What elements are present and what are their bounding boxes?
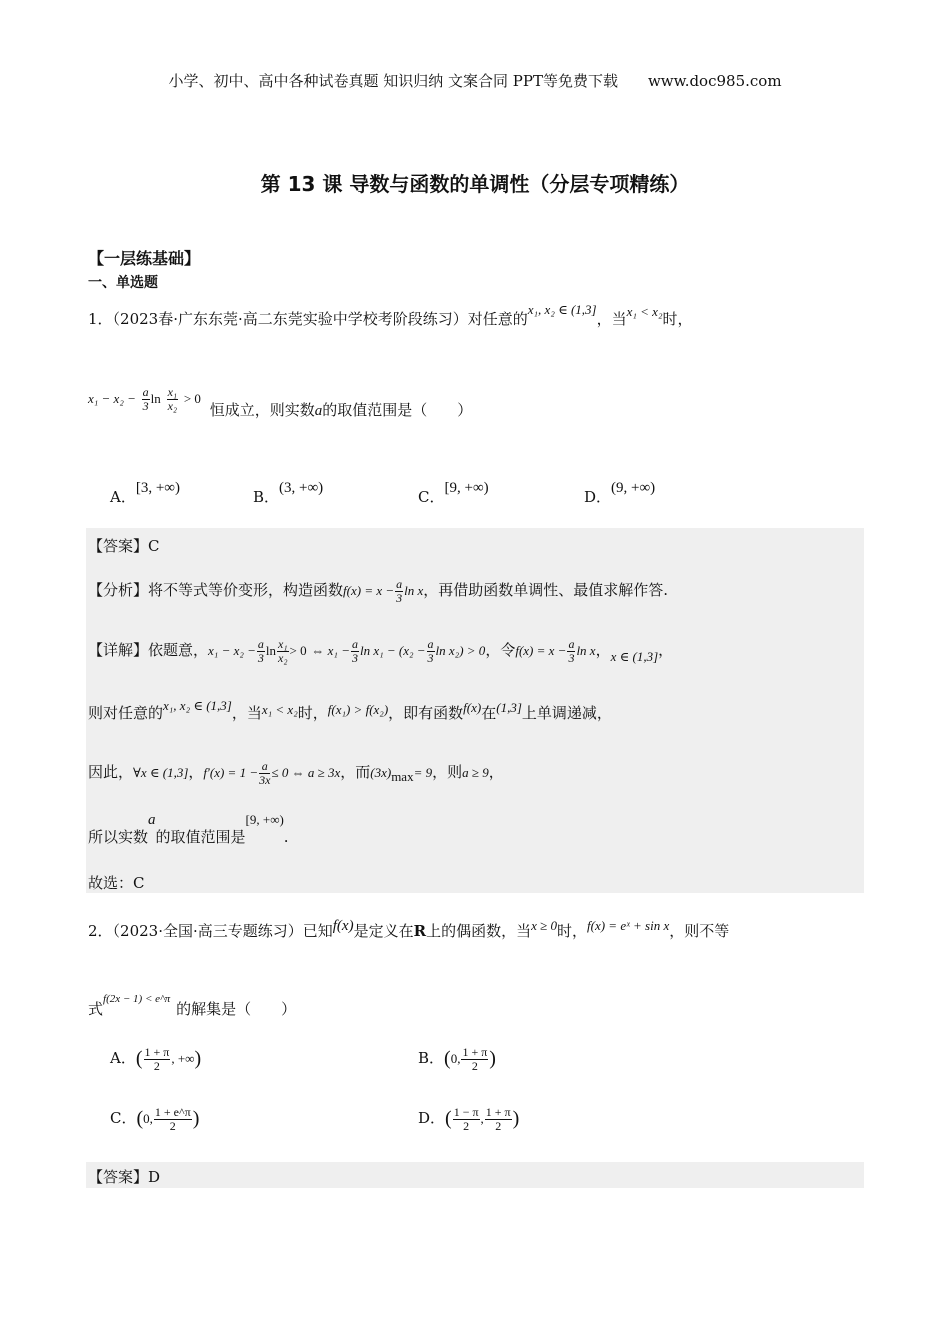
- question-2-stem: 2．（2023·全国·高三专题练习）已知f(x)是定义在R上的偶函数，当x ≥ 0时，f(x) = eˣ + sin x，则不等: [88, 918, 730, 940]
- page-header: 小学、初中、高中各种试卷真题 知识归纳 文案合同 PPT等免费下载 www.doc985.com: [168, 72, 782, 90]
- q1-option-b[interactable]: B．(3, +∞): [253, 480, 324, 506]
- q1-analysis: 【分析】将不等式等价变形，构造函数f(x) = x − $\frac{a}{3}$ ln x，再借助函数单调性、最值求解作答.: [88, 577, 669, 605]
- question-1-stem: 1．（2023春·广东东莞·高二东莞实验中学校考阶段练习）对任意的x₁, x₂ ∈ (1,3]，当x₁ < x₂时，: [88, 302, 693, 328]
- q1-detail-line-2: 则对任意的x₁, x₂ ∈ (1,3]，当x₁ < x₂时，f(x₁) > f(x₂)，即有函数f(x)在(1,3]上单调递减，: [88, 698, 612, 722]
- q2-option-c[interactable]: C．(0, $\frac{1 + e\^{}\pi}{2}$ ): [110, 1105, 200, 1133]
- q2-solution-panel: [86, 1162, 864, 1188]
- q1-option-c[interactable]: C．[9, +∞): [418, 480, 489, 506]
- q2-answer: 【答案】D: [88, 1168, 161, 1186]
- q2-option-a[interactable]: A．( $\frac{1 + \pi}{2}$ , +∞): [110, 1045, 202, 1073]
- q1-option-a[interactable]: A．[3, +∞): [110, 480, 180, 506]
- question-1-inequality: x₁ − x₂ − $\frac{a}{3}$ ln $\frac{\text{x₁}}{\text{x₂}}$ > 0 恒成立，则实数a的取值范围是（ ）: [88, 385, 473, 420]
- section-heading: 一、单选题: [88, 275, 158, 291]
- q1-answer: 【答案】C: [88, 537, 160, 555]
- q2-option-d[interactable]: D．( $\frac{1 - \pi}{2}$ , $\frac{1 + \pi}{2}$ ): [418, 1105, 520, 1133]
- q1-option-d[interactable]: D．(9, +∞): [584, 480, 656, 506]
- q1-detail-line-3: 因此，∀x ∈ (1,3]，f′(x) = 1 − $\frac{a}{3x}$ ≤ 0 ⇔ a ≥ 3x，而$(3x)_{max}= 9$，则a ≥ 9，: [88, 759, 504, 787]
- level-heading: 【一层练基础】: [88, 249, 201, 268]
- page-title: 第 13 课 导数与函数的单调性（分层专项精练）: [260, 172, 690, 196]
- question-2-stem-cont: 式f(2x − 1) < e^π的解集是（ ）: [88, 993, 297, 1018]
- q1-detail-line-1: 【详解】依题意，x₁ − x₂ − $\frac{a}{3}$ ln $\frac{\text{x₁}}{\text{x₂}}$ > 0 ⇔ x₁ − $\frac{a}{3}$ ln x₁ − (x₂ − $\frac{a}{3}$ ln x₂) > 0，令f(x) = x − $\frac{a}{3}$ ln x，x ∈ (1,3]，: [88, 637, 674, 665]
- q2-option-b[interactable]: B．(0, $\frac{1 + \pi}{2}$ ): [418, 1045, 496, 1073]
- q1-conclusion: 故选：C: [88, 874, 145, 892]
- q1-detail-line-4: 所以实数a的取值范围是[9, +∞).: [88, 812, 289, 846]
